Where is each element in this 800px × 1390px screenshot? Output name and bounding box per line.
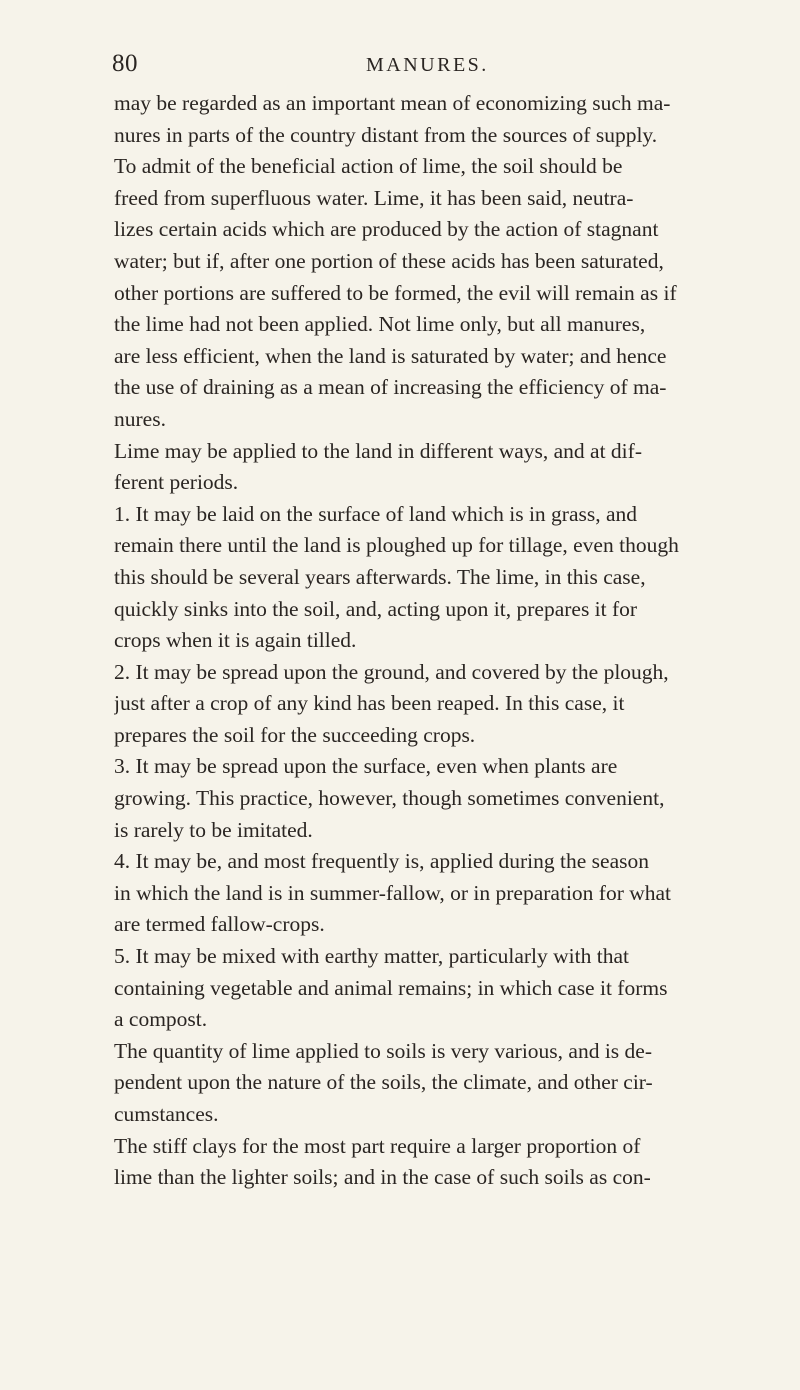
body-text [114,88,790,1194]
text-line: quickly sinks into the soil, and, acting upon it, prepares it for [114,596,638,621]
text-line: crops when it is again tilled. [114,628,357,653]
text-line: in which the land is in summer-fallow, or in preparation for what [114,880,672,905]
text-line: may be regarded as an important mean of economizing such ma- [114,91,671,115]
text-line: the use of draining as a mean of increasing the efficiency of ma- [114,375,667,400]
text-line: other portions are suffered to be formed, the evil will remain as if [114,280,677,305]
text-line: To admit of the beneficial action of lime, the soil should be [114,154,623,179]
text-line: water; but if, after one portion of these acids has been saturated, [114,248,664,273]
text-line: are termed fallow-crops. [114,912,325,937]
text-line: the lime had not been applied. Not lime only, but all manures, [114,312,646,337]
text-line: ferent periods. [114,470,239,495]
text-line: nures. [114,406,166,431]
text-line: remain there until the land is ploughed up for tillage, even though [114,533,679,558]
text-line: 5. It may be mixed with earthy matter, particularly with that [114,944,629,969]
text-line: 1. It may be laid on the surface of land which is in grass, and [114,501,638,526]
text-line: lizes certain acids which are produced by the action of stagnant [114,217,659,242]
text-line: pendent upon the nature of the soils, the climate, and other cir- [114,1070,653,1095]
text-line: is rarely to be imitated. [114,817,313,842]
text-line: containing vegetable and animal remains; in which case it forms [114,975,668,1000]
text-line: are less efficient, when the land is saturated by water; and hence [114,343,667,368]
text-line: growing. This practice, however, though sometimes convenient, [114,786,665,811]
text-line: 3. It may be spread upon the surface, even when plants are [114,754,618,779]
text-line: just after a crop of any kind has been reaped. In this case, it [114,691,625,716]
page-header [112,50,746,82]
text-line: 2. It may be spread upon the ground, and covered by the plough, [114,659,669,684]
text-line: nures in parts of the country distant from the sources of supply. [114,122,658,147]
text-line: lime than the lighter soils; and in the case of such soils as con- [114,1165,651,1190]
text-line: freed from superfluous water. Lime, it has been said, neutra- [114,185,634,210]
text-line: Lime may be applied to the land in different ways, and at dif- [114,438,642,463]
text-line: 4. It may be, and most frequently is, applied during the season [114,849,649,874]
text-line: cumstances. [114,1102,219,1126]
running-head: MANURES. [366,54,489,76]
text-line: this should be several years afterwards. The lime, in this case, [114,564,646,589]
text-line: The quantity of lime applied to soils is very various, and is de- [114,1038,652,1063]
page-number: 80 [112,50,138,77]
text-line: prepares the soil for the succeeding crops. [114,722,476,747]
text-line: The stiff clays for the most part require a larger proportion of [114,1133,641,1158]
text-line: a compost. [114,1007,208,1032]
